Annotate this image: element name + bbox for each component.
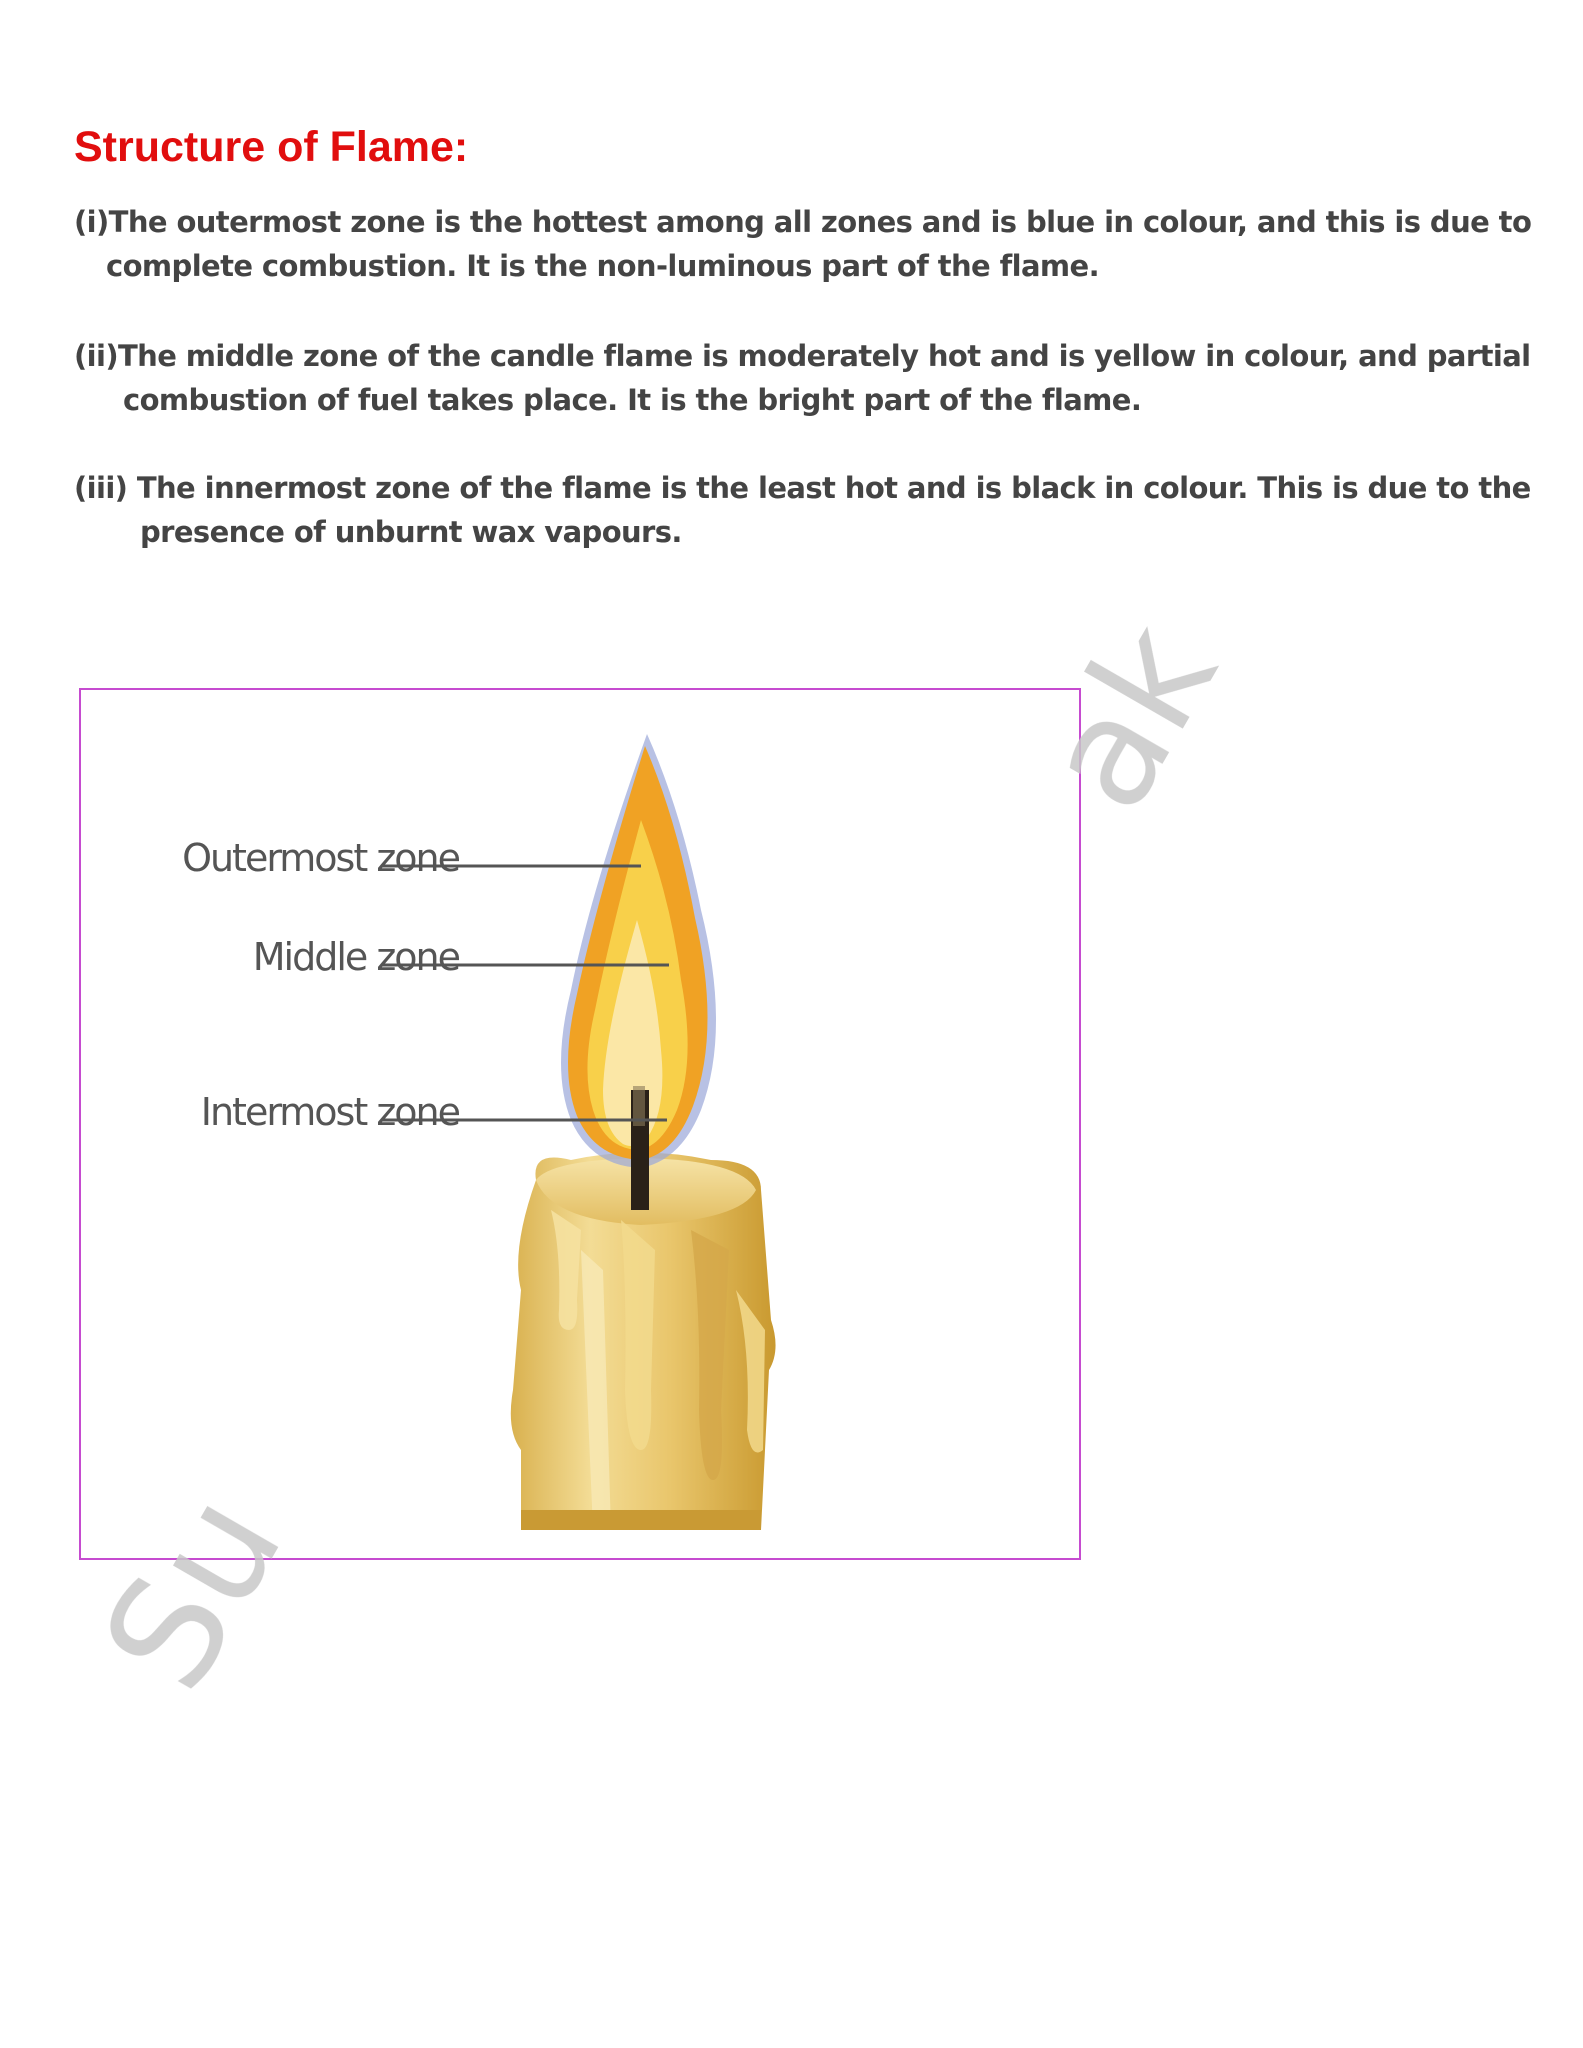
point-innermost-zone bbox=[74, 466, 1531, 554]
point-text-line: complete combustion. It is the non-luminous part of the flame. bbox=[106, 249, 1100, 283]
point-text-line: (iii) The innermost zone of the flame is the least hot and is black in colour. This is due to the bbox=[74, 471, 1531, 505]
svg-text:Su: Su bbox=[70, 1466, 317, 1718]
candle-flame-figure bbox=[79, 688, 1081, 1560]
point-middle-zone bbox=[74, 334, 1531, 422]
label-inner-zone: Intermost zone bbox=[200, 1090, 459, 1134]
label-middle-zone: Middle zone bbox=[252, 935, 459, 979]
point-text-line: presence of unburnt wax vapours. bbox=[140, 515, 682, 549]
svg-text:ak: ak bbox=[1010, 596, 1251, 838]
point-text-line: (ii)The middle zone of the candle flame is moderately hot and is yellow in colour, and partial bbox=[74, 339, 1531, 373]
point-outermost-zone bbox=[74, 200, 1532, 288]
point-text-line: (i)The outermost zone is the hottest among all zones and is blue in colour, and this is due to bbox=[74, 205, 1532, 239]
point-text-line: combustion of fuel takes place. It is the bright part of the flame. bbox=[123, 383, 1142, 417]
page-title: Structure of Flame: bbox=[74, 123, 469, 171]
label-outermost-zone: Outermost zone bbox=[182, 836, 459, 880]
